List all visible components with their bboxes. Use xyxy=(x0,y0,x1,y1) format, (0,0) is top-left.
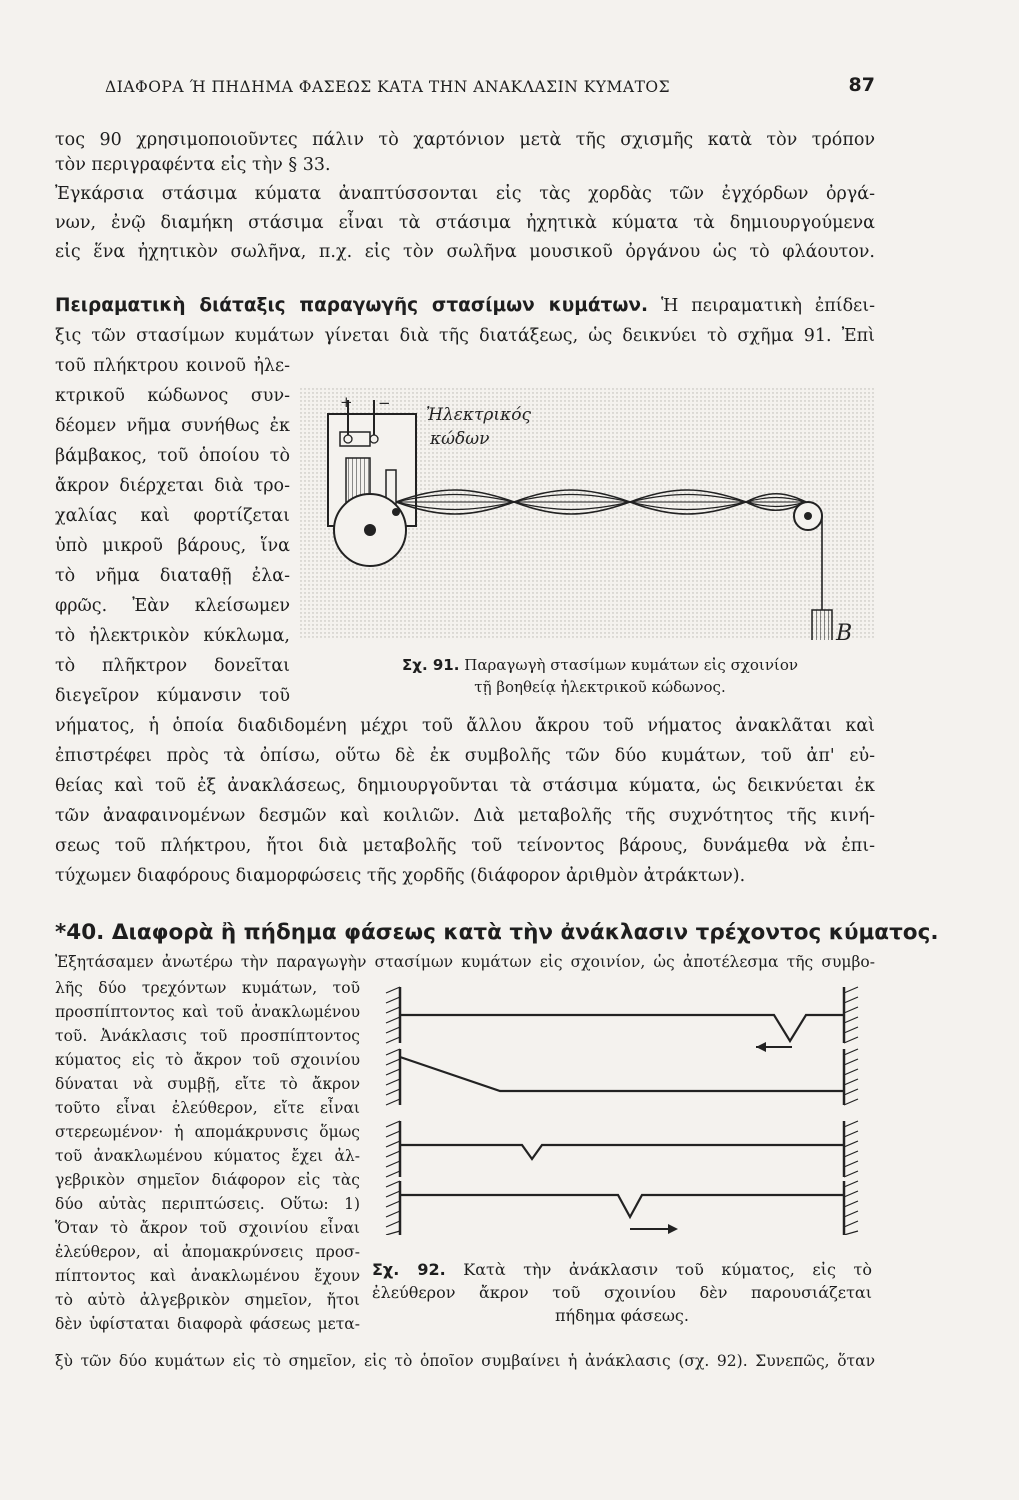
gong-center xyxy=(364,524,376,536)
experiment-narrow-line-3: δέομεν νῆμα συνήθως ἐκ xyxy=(55,416,290,436)
figure-91-caption-label: Σχ. 91. xyxy=(402,656,460,674)
experiment-narrow-line-2: κτρικοῦ κώδωνος συν- xyxy=(55,386,290,406)
hammer-tip xyxy=(392,508,400,516)
experiment-narrow-line-8: τὸ νῆμα διαταθῇ ἐλα- xyxy=(55,566,290,586)
section-40-narrow-line-2: προσπίπτοντος καὶ τοῦ ἀνακλωμένου xyxy=(55,1003,360,1021)
section-40-narrow-line-5: δύναται νὰ συμβῇ, εἴτε τὸ ἄκρον xyxy=(55,1075,360,1093)
experiment-line1-rest: Ἡ πειραματικὴ ἐπίδει- xyxy=(660,296,875,316)
experiment-line-2: ξις τῶν στασίμων κυμάτων γίνεται διὰ τῆς διατάξεως, ὡς δεικνύει τὸ σχῆμα 91. Ἐπὶ xyxy=(55,326,875,346)
section-40-heading xyxy=(55,920,939,945)
section-40-line-1: Ἐξητάσαμεν ἀνωτέρω τὴν παραγωγὴν στασίμων κυμάτων εἰς σχοινίον, ὡς ἀποτέλεσμα τῆς συμβο- xyxy=(55,953,875,971)
section-40-narrow-line-1: λῆς δύο τρεχόντων κυμάτων, τοῦ xyxy=(55,979,360,997)
figure-92-caption xyxy=(372,1258,872,1327)
page-header xyxy=(105,74,875,102)
experiment-narrow-line-10: τὸ ἠλεκτρικὸν κύκλωμα, xyxy=(55,626,290,646)
running-head: ΔΙΑΦΟΡΑ Ή ΠΗΔΗΜΑ ΦΑΣΕΩΣ ΚΑΤΑ ΤΗΝ ΑΝΑΚΛΑΣΙΝ ΚΥΜΑΤΟΣ xyxy=(105,78,671,96)
figure-91-caption xyxy=(325,654,875,698)
figure-92 xyxy=(382,985,880,1235)
experiment-narrow-line-4: βάμβακος, τοῦ ὁποίου τὸ xyxy=(55,446,290,466)
figure-92-row-1 xyxy=(386,987,858,1052)
figure-92-row-2 xyxy=(386,1049,858,1105)
experiment-full-line-3: θείας καὶ τοῦ ἐξ ἀνακλάσεως, δημιουργοῦνται τὰ στάσιμα κύματα, ὡς δεικνύεται ἐκ xyxy=(55,776,875,796)
section-40-number: *40. xyxy=(55,920,105,945)
section-40-narrow-line-6: τοῦτο εἶναι ἐλεύθερον, εἴτε εἶναι xyxy=(55,1099,360,1117)
experiment-full-line-4: τῶν ἀναφαινομένων δεσμῶν καὶ κοιλιῶν. Διὰ μεταβολῆς τῆς συχνότητος τῆς κινή- xyxy=(55,806,875,826)
weight-label: B xyxy=(836,621,853,640)
experiment-first-line xyxy=(55,294,875,318)
experiment-narrow-line-5: ἄκρον διέρχεται διὰ τρο- xyxy=(55,476,290,496)
experiment-full-line-2: ἐπιστρέφει πρὸς τὰ ὀπίσω, οὕτω δὲ ἐκ συμβολῆς τῶν δύο κυμάτων, τοῦ ἀπ' εὐ- xyxy=(55,746,875,766)
section-40-last-line: ξὺ τῶν δύο κυμάτων εἰς τὸ σημεῖον, εἰς τὸ ὁποῖον συμβαίνει ἡ ἀνάκλασις (σχ. 92). Συνεπῶς, ὅταν xyxy=(55,1352,875,1370)
experiment-full-line-6: τύχωμεν διαφόρους διαμορφώσεις τῆς χορδῆς (διάφορον ἀριθμὸν ἀτράκτων). xyxy=(55,866,746,886)
minus-sign: − xyxy=(378,394,391,412)
figure-91 xyxy=(300,388,875,640)
section-40-narrow-line-10: δύο αὐτὰς περιπτώσεις. Οὕτω: 1) xyxy=(55,1195,360,1213)
plus-sign: + xyxy=(340,393,353,411)
experiment-narrow-line-9: φρῶς. Ἐὰν κλείσωμεν xyxy=(55,596,290,616)
weight-block xyxy=(812,610,832,640)
section-40-narrow-line-14: τὸ αὐτὸ ἀλγεβρικὸν σημεῖον, ἤτοι xyxy=(55,1291,360,1309)
pulley-axle xyxy=(804,512,812,520)
section-40-narrow-line-8: τοῦ ἀνακλωμένου κύματος ἔχει ἀλ- xyxy=(55,1147,360,1165)
intro-line-5: εἰς ἕνα ἠχητικὸν σωλῆνα, π.χ. εἰς τὸν σωλῆνα μουσικοῦ ὀργάνου ὡς τὸ φλάουτον. xyxy=(55,242,875,262)
bell-label-line2: κώδων xyxy=(430,429,490,449)
figure-92-row-3 xyxy=(386,1121,858,1177)
section-40-narrow-line-9: γεβρικὸν σημεῖον διάφορον εἰς τὰς xyxy=(55,1171,360,1189)
intro-line-4: νων, ἐνῷ διαμήκη στάσιμα εἶναι τὰ στάσιμα ἠχητικὰ κύματα τὰ δημιουργούμενα xyxy=(55,213,875,233)
figure-91-caption-line2: τῇ βοηθείᾳ ἠλεκτρικοῦ κώδωνος. xyxy=(474,678,726,696)
experiment-title: Πειραματικὴ διάταξις παραγωγῆς στασίμων κυμάτων. xyxy=(55,295,649,316)
page-number: 87 xyxy=(848,74,875,96)
section-40-narrow-line-7: στερεωμένον· ἡ απομάκρυνσις ὅμως xyxy=(55,1123,360,1141)
section-40-narrow-line-3: τοῦ. Ἀνάκλασις τοῦ προσπίπτοντος xyxy=(55,1027,360,1045)
figure-92-caption-line3: πήδημα φάσεως. xyxy=(555,1306,689,1325)
section-40-narrow-line-12: ἐλεύθερον, αἱ ἀπομακρύνσεις προσ- xyxy=(55,1243,360,1261)
figure-91-caption-line1: Παραγωγὴ στασίμων κυμάτων εἰς σχοινίον xyxy=(464,656,798,674)
experiment-narrow-line-11: τὸ πλῆκτρον δονεῖται xyxy=(55,656,290,676)
experiment-narrow-line-7: ὑπὸ μικροῦ βάρους, ἵνα xyxy=(55,536,290,556)
experiment-narrow-line-1: τοῦ πλήκτρου κοινοῦ ἠλε- xyxy=(55,356,290,376)
intro-line-3: Ἐγκάρσια στάσιμα κύματα ἀναπτύσσονται εἰς τὰς χορδὰς τῶν ἐγχόρδων ὀργά- xyxy=(55,184,875,204)
figure-92-caption-line2: ἐλεύθερον ἄκρον τοῦ σχοινίου δὲν παρουσιάζεται xyxy=(372,1283,872,1302)
intro-line-2: τὸν περιγραφέντα εἰς τὴν § 33. xyxy=(55,155,331,175)
experiment-narrow-line-6: χαλίας καὶ φορτίζεται xyxy=(55,506,290,526)
figure-92-caption-line1: Κατὰ τὴν ἀνάκλασιν τοῦ κύματος, εἰς τὸ xyxy=(463,1260,872,1279)
section-40-narrow-line-4: κύματος εἰς τὸ ἄκρον τοῦ σχοινίου xyxy=(55,1051,360,1069)
figure-92-row-4 xyxy=(386,1181,858,1235)
experiment-full-line-5: σεως τοῦ πλήκτρου, ἤτοι διὰ μεταβολῆς τοῦ τείνοντος βάρους, δυνάμεθα νὰ ἐπι- xyxy=(55,836,875,856)
section-40-narrow-line-11: Ὅταν τὸ ἄκρον τοῦ σχοινίου εἶναι xyxy=(55,1219,360,1237)
intro-line-1: τος 90 χρησιμοποιοῦντες πάλιν τὸ χαρτόνιον μετὰ τῆς σχισμῆς κατὰ τὸν τρόπον xyxy=(55,130,875,150)
experiment-narrow-line-12: διεγεῖρον κύμανσιν τοῦ xyxy=(55,686,290,706)
figure-92-caption-label: Σχ. 92. xyxy=(372,1260,446,1279)
bell-label-line1: Ἠλεκτρικός xyxy=(426,405,531,425)
experiment-full-line-1: νήματος, ἡ ὁποία διαδιδομένη μέχρι τοῦ ἄλλου ἄκρου τοῦ νήματος ἀνακλᾶται καὶ xyxy=(55,716,875,736)
section-40-title: Διαφορὰ ἢ πήδημα φάσεως κατὰ τὴν ἀνάκλασιν τρέχοντος κύματος. xyxy=(111,920,939,945)
section-40-narrow-line-15: δὲν ὑφίσταται διαφορὰ φάσεως μετα- xyxy=(55,1315,360,1333)
section-40-narrow-line-13: πίπτοντος καὶ ἀνακλωμένου ἔχουν xyxy=(55,1267,360,1285)
